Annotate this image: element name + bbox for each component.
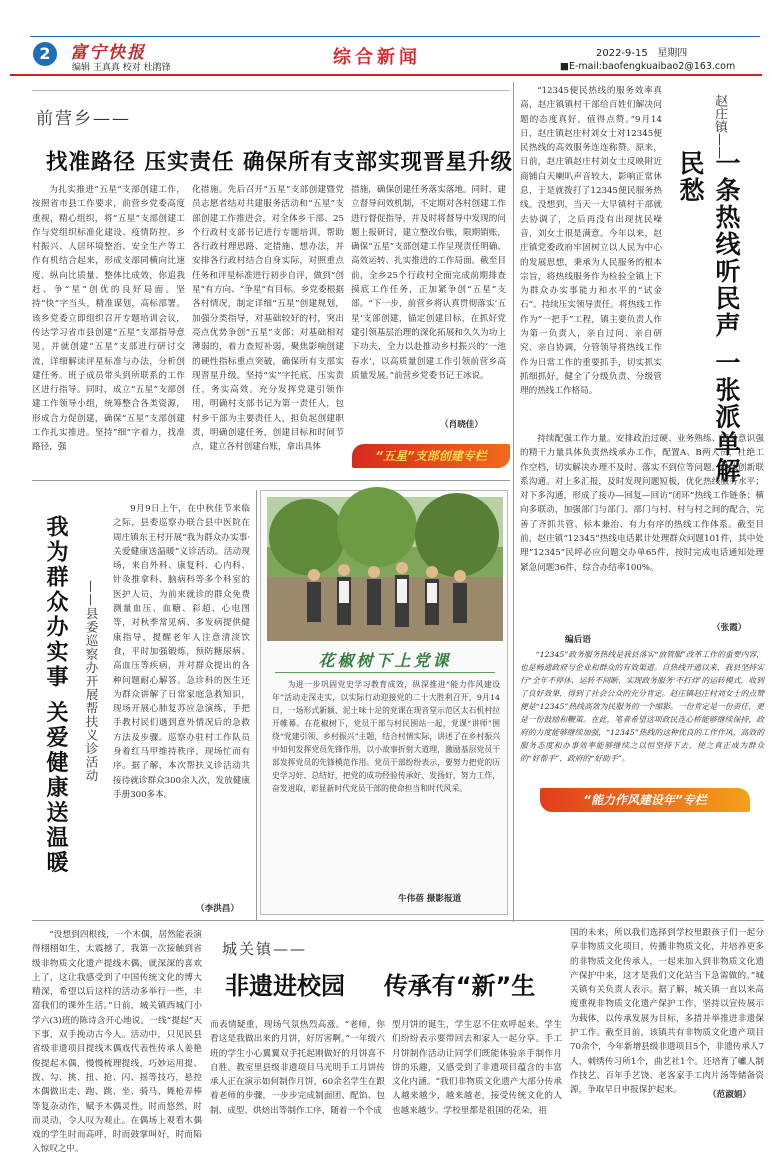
article1-title-rule [32,90,510,91]
article4-title [225,966,535,1001]
feature-byline: 牛伟蓓 摄影报道 [398,894,462,904]
article4-col4-text: 国的未来，所以我们选择到学校里跟孩子们一起分享非物质文化项目，传播非物质文化，并培养更多的非物质文化传承人，一起来加入到非物质文化遗产保护中来，这才是我们文化站当下急需做的。”城关镇有关负责人表示。据了解，城关镇一直以来高度重视非物质文化遗产保护工作，坚持以宣传展示为载体，以传承发展为目标，多措并举推进非遗保护工作。截至目前，该镇共有非物质文化遗产项目70余个，今年新增县级非遗项目5个，非遗传承人7人，刺绣传习所1个，曲艺社1个。还培育了巘人制作技艺、百年手艺饶、老客家手工肉片汤等储备资源，争取早日申报保护起来。 [570,928,764,1096]
editor-line: 编辑 王真真 校对 杜鹃锋 [72,63,171,73]
article1-col1-text: 为扎实推进“五星”支部创建工作，按照省市县工作要求，前营乡党委高度重视，精心组织，将“五星”支部创建工作与党组织标准化建设、疫情防控、乡村振兴、人居环境整治、安全生产等工作有机结合起来，形成支部同横向比速度、纵向比质量、整体比成效，你追我赶、争“星”创优的良好局面。坚持“快”字当头，精准谋划，高标部署。该乡党委立即组织召开专题培训会议，传达学习省市县创建“五星”支部指导意见，并就创建“五星”支部进行研讨交流，详细解读评星标准与办法，分析创建任务。班子成员带头到所联系的工作区进行指导。同时，成立“五星”支部创建工作领导小组，统筹整合各类资源，形成合力促创建，确保“五星”支部创建工作扎实推进。坚持“细”字着力，找准路径，强 [32,185,185,453]
feature-caption [272,678,500,886]
header-rule-blue [30,36,760,37]
article3-col-a-text: “12345便民热线的服务效率真高，赵庄镇镇村干部给百姓们解决问题的态度真好，值得点赞。”9月14日，赵庄镇赵庄村刘女士对12345便民热线的高效服务连连称赞。原来，日前，赵庄镇赵庄村刘女士反映附近商铺白天喇叭声音较大，影响正常休息，于是就拨打了12345便民服务热线。没想到，当天一大早镇村干部就去协调了，之后再没有出现扰民噪音，刘女士很是满意。今年以来，赵庄镇党委政府牢固树立以人民为中心的发展思想，秉承为人民服务的根本宗旨，将热线服务作为检验全镇上下为群众办实事能力和水平的“试金石”。持续压实领导责任。将热线工作作为“一把手”工程，镇主要负责人作为第一负责人，亲自过问、亲自研究、亲自协调，分管领导将热线工作作为日常工作的重要抓手，切实抓实抓细抓好，健全了分级负责、分级管理的热线工作格局。 [520,86,662,397]
article4-title-right: 传承有“新”生 [383,972,536,1000]
feature-title-rule [275,672,495,673]
article3-editor-note [520,648,764,778]
article4-kicker: 城关镇—— [222,940,308,958]
article1-col3-text: 措施，确保创建任务落实落地。同时，建立督导问效机制，不定期对各村创建工作进行督促指导，并及时将督导中发现的问题上报研讨，建立整改台账，限期销账，确保“五星”支部创建工作呈现责任明确、高效运转、扎实推进的工作局面。截至目前，全乡25个行政村全面完成前期排查摸底工作任务，正加紧争创“五星”支部。“下一步，前营乡将认真贯彻落实‘五星’支部创建，锚定创建目标，在抓好党建引领基层治理的深化拓展和久久为功上下功夫，全力以赴推动乡村振兴的‘一池春水’，以高质量创建工作引领前营乡高质量发展。”前营乡党委书记王冰说。 [351,185,506,381]
article4-col1-text: “没想到四根线，一个木偶，居然能表演得栩栩如生，太震撼了，我第一次接触到省级非物质文化遗产提线木偶，就深深的喜欢上了，这让我感受到了中国传统文化的博大精深，希望以后这样的活动多举行一些，丰富我们的课外生活。”日前，城关镇西城门小学六(3)班的陈诗含开心地说。一线“提起”天下事，双手挽动古今人。活动中，只见民县省级非遗项目提线木偶戏代表性传承人姜艳俊提起木偶，慢慢梳理提线，巧妙运用提、拨、勾、挑、扭、抢、闪、摇等技巧，悬控木偶做出走、跑、跳、坐、骑马、舞枪弄棒等复杂动作，赋予木偶灵性，时而悠然，时而灵动，令人叹为观止。在偶场上观看木偶戏的学生时而高呼，时而鼓掌叫好，时而陷入惊叹之中。 [32,930,202,1155]
article2-text-body: 9月9日上午，在中秋佳节来临之际，县委巡察办联合县中医院在周庄镇东王村开展“我为群众办实事·关爱健康送温暖”义诊活动。活动现场，来自外科、康复科、心内科、针灸推拿科、脑病科等多个科室的医护人员，为前来就诊的群众免费测量血压、血糖、彩超、心电图等，对秋季常见病、多发病提供健康指导，提醒老年人注意清淡饮食，平时加强锻炼，预防糖尿病、高血压等疾病，并对群众提出的各种问题耐心解答。急诊科的医生还为群众讲解了日常家庭急救知识，现场开展心肺复苏应急演练，手把手教村民们遇到意外情况后的急救方法及步骤。巡察办驻村工作队员身着红马甲维持秩序，现场忙而有序。据了解，本次帮扶义诊活动共接待就诊群众300余人次，发放健康手册300多本。 [113,504,250,800]
ability-banner [540,788,750,812]
weekday: 星期四 [657,48,688,59]
article3-editor-label: 编后语 [565,635,591,645]
article4-title-left: 非遗进校园 [225,972,345,1000]
article3-col-b-text: 持续配强工作力量。安排政治过硬、业务熟练、服务意识强的精干力量具体负责热线承办工作，配置A、B两人员，杜绝工作空档，切实解决办理不及时、落实不到位等问题。持续创新联系沟通。对上多汇报，及时发现问题短板，优化热线服务水平；对下多沟通，形成了接办—回复—回访“闭环”热线工作链条；横向多联动，加强部门与部门、部门与村、村与村之间的配合，完善了齐抓共管、标本兼治、有力有序的热线工作体系。截至目前，赵庄镇“12345”热线电话累计处理群众问题101件，其中处理“12345”民呼必应问题交办单65件，按时完成电话通知处理紧急问题36件，综合办结率100%。 [520,434,764,573]
header-date [596,44,687,59]
article1-col2 [192,183,344,453]
feature-title: 花椒树下上党课 [318,651,452,670]
header-rule-red [10,74,762,76]
page-number: 2 [39,44,51,63]
article4-col3-text: 型月饼的诞生，学生忍不住欢呼起来。学生们纷纷表示要带回去和家人一起分享。手工月饼制作活动让同学们既能体验亲手制作月饼的乐趣，又感受到了非遗项目蕴含的丰富文化内涵。“我们非物质文化遗产大部分传承人越来越少，越来越老，接受传统文化的人也越来越少。学校里都是祖国的花朵，祖 [392,1020,562,1116]
article3-editor-note-text: “12345”政务服务热线是我县落实“放管服”改革工作的重要内容，也是畅通政府与企业和群众的有效渠道。自热线开通以来，我县坚持实行“全年不停休、运转不间断，实现政务服务‘不打烊’的运转模式，收到了良好效果，得到了社会公众的充分肯定。赵庄镇赵庄村刘女士的点赞便是“12345”热线高效为民服务的一个缩影。一份肯定是一份责任，更是一份鼓励和鞭策。在此，笔者希望这项政民连心桥能够继续保持，政府的力度能够继续加强，“12345”热线的这种优良的工作作风，高效的服务态度和办事效率能够继续之以恒坚持下去，使之真正成为群众的“好帮手”、政府的“好助手”。 [520,650,764,763]
page-number-badge [33,42,57,66]
article4-col4 [570,926,764,1100]
article2-text [113,502,250,892]
article3-col-b [520,432,764,622]
article1-col2-text: 化措施。先后召开“五星”支部创建暨党员志愿者结对共建服务活动和“五星”支部创建工作推进会，对全体乡干部、25个行政村支部书记进行专题培训，帮助各行政村理思路、定措施、想办法，并安排各行政村结合自身实际，对照重点任务和评星标准进行初步自评，做到“创星”有方向、“争星”有目标。乡党委根据各村情况，制定详细“五星”创建规划，加强分类指导，对基础较好的村，突出亮点优势争创“五星”支部；对基础相对薄弱的，着力查短补弱，聚焦影响创建的硬性指标重点突破，确保所有支部实现晋星升级。坚持“实”字托底，压实责任，务实高效。充分发挥党建引领作用，明确村支部书记为第一责任人，包村乡干部为主要责任人，担负起创建职责，明确创建任务，创建目标和时间节点，建立各村创建台账，拿出具体 [192,185,344,453]
article3-col-a [520,84,662,428]
feature-photo [267,497,503,641]
article4-col1 [32,928,202,1155]
divider-right-column [513,82,514,922]
article1-col3 [351,183,506,415]
divider-bottom-section [32,920,764,921]
section-title: 综合新闻 [333,47,421,68]
article4-col2-text: 而表情疑重，现场气氛热烈高涨。“老师，你看这是我做出来的月饼，好厉害啊。”一年级六班的学生小心翼翼双手托起刚做好的月饼喜不自胜。教室里县级非遗项目马光明手工月饼传承人正在演示如何制作月饼，60余名学生在跟着老师的步骤，一步步完成制面团、配馅、包制、成型、烘焙出等制作工序，随着一个个成 [210,1020,385,1116]
ability-banner-label: “能力作风建设年”专栏 [583,793,707,807]
article1-byline: （肖晓佳） [440,420,483,430]
divider-article1 [32,480,510,481]
article3-byline: （张霞） [712,623,747,633]
article2-byline: （李洪昌） [196,904,239,914]
article4-col3 [392,1018,562,1116]
article4-byline: （范淑娟） [708,1088,764,1102]
article4-col2 [210,1018,385,1116]
article3-vtitle-small: 赵庄镇—— [712,94,727,159]
five-star-banner [352,444,510,468]
article1-title: 找准路径 压实责任 确保所有支部实现晋星升级 [46,150,513,175]
feature-caption-text: 为进一步巩固党史学习教育成效，纵深推进“能力作风建设年”活动走深走实，以实际行动迎接党的二十大胜利召开，9月14日，一场形式新颖、泥土味十足的党课在现音堂示范区太石机村拉开帷幕。在花椒树下，党员干部与村民围站一起，党课“讲师”围绕“党建引领、乡村振兴”主题，结合村情实际，讲述了在乡村振兴中如何发挥党员先锋作用，以小故事折射大道理，激励基层党员干部发挥党员的先锋模范作用。党员干部纷纷表示，要努力把党的历史学习好、总结好，把党的成功经验传承好、发扬好，努力工作，奋发进取，彰显新时代党员干部的使命担当和时代风采。 [272,680,500,793]
date: 2022-9-15 [596,48,648,59]
article2-vtitle-main: 我为群众办实事 关爱健康送温暖 [43,515,68,876]
divider-article2 [256,490,257,920]
five-star-banner-label: “五星”支部创建专栏 [375,449,487,463]
paper-name: 富宁快报 [70,43,146,63]
header-email: ■E-mail:baofengkuaibao2@163.com [560,61,736,72]
article1-kicker: 前营乡—— [36,109,131,129]
article1-col1 [32,183,185,453]
article2-vtitle-sub: ——县委巡察办开展帮扶义诊活动 [84,580,99,783]
article3-vtitle-main: 一条热线听民声 一张派单解民愁 [676,150,741,485]
